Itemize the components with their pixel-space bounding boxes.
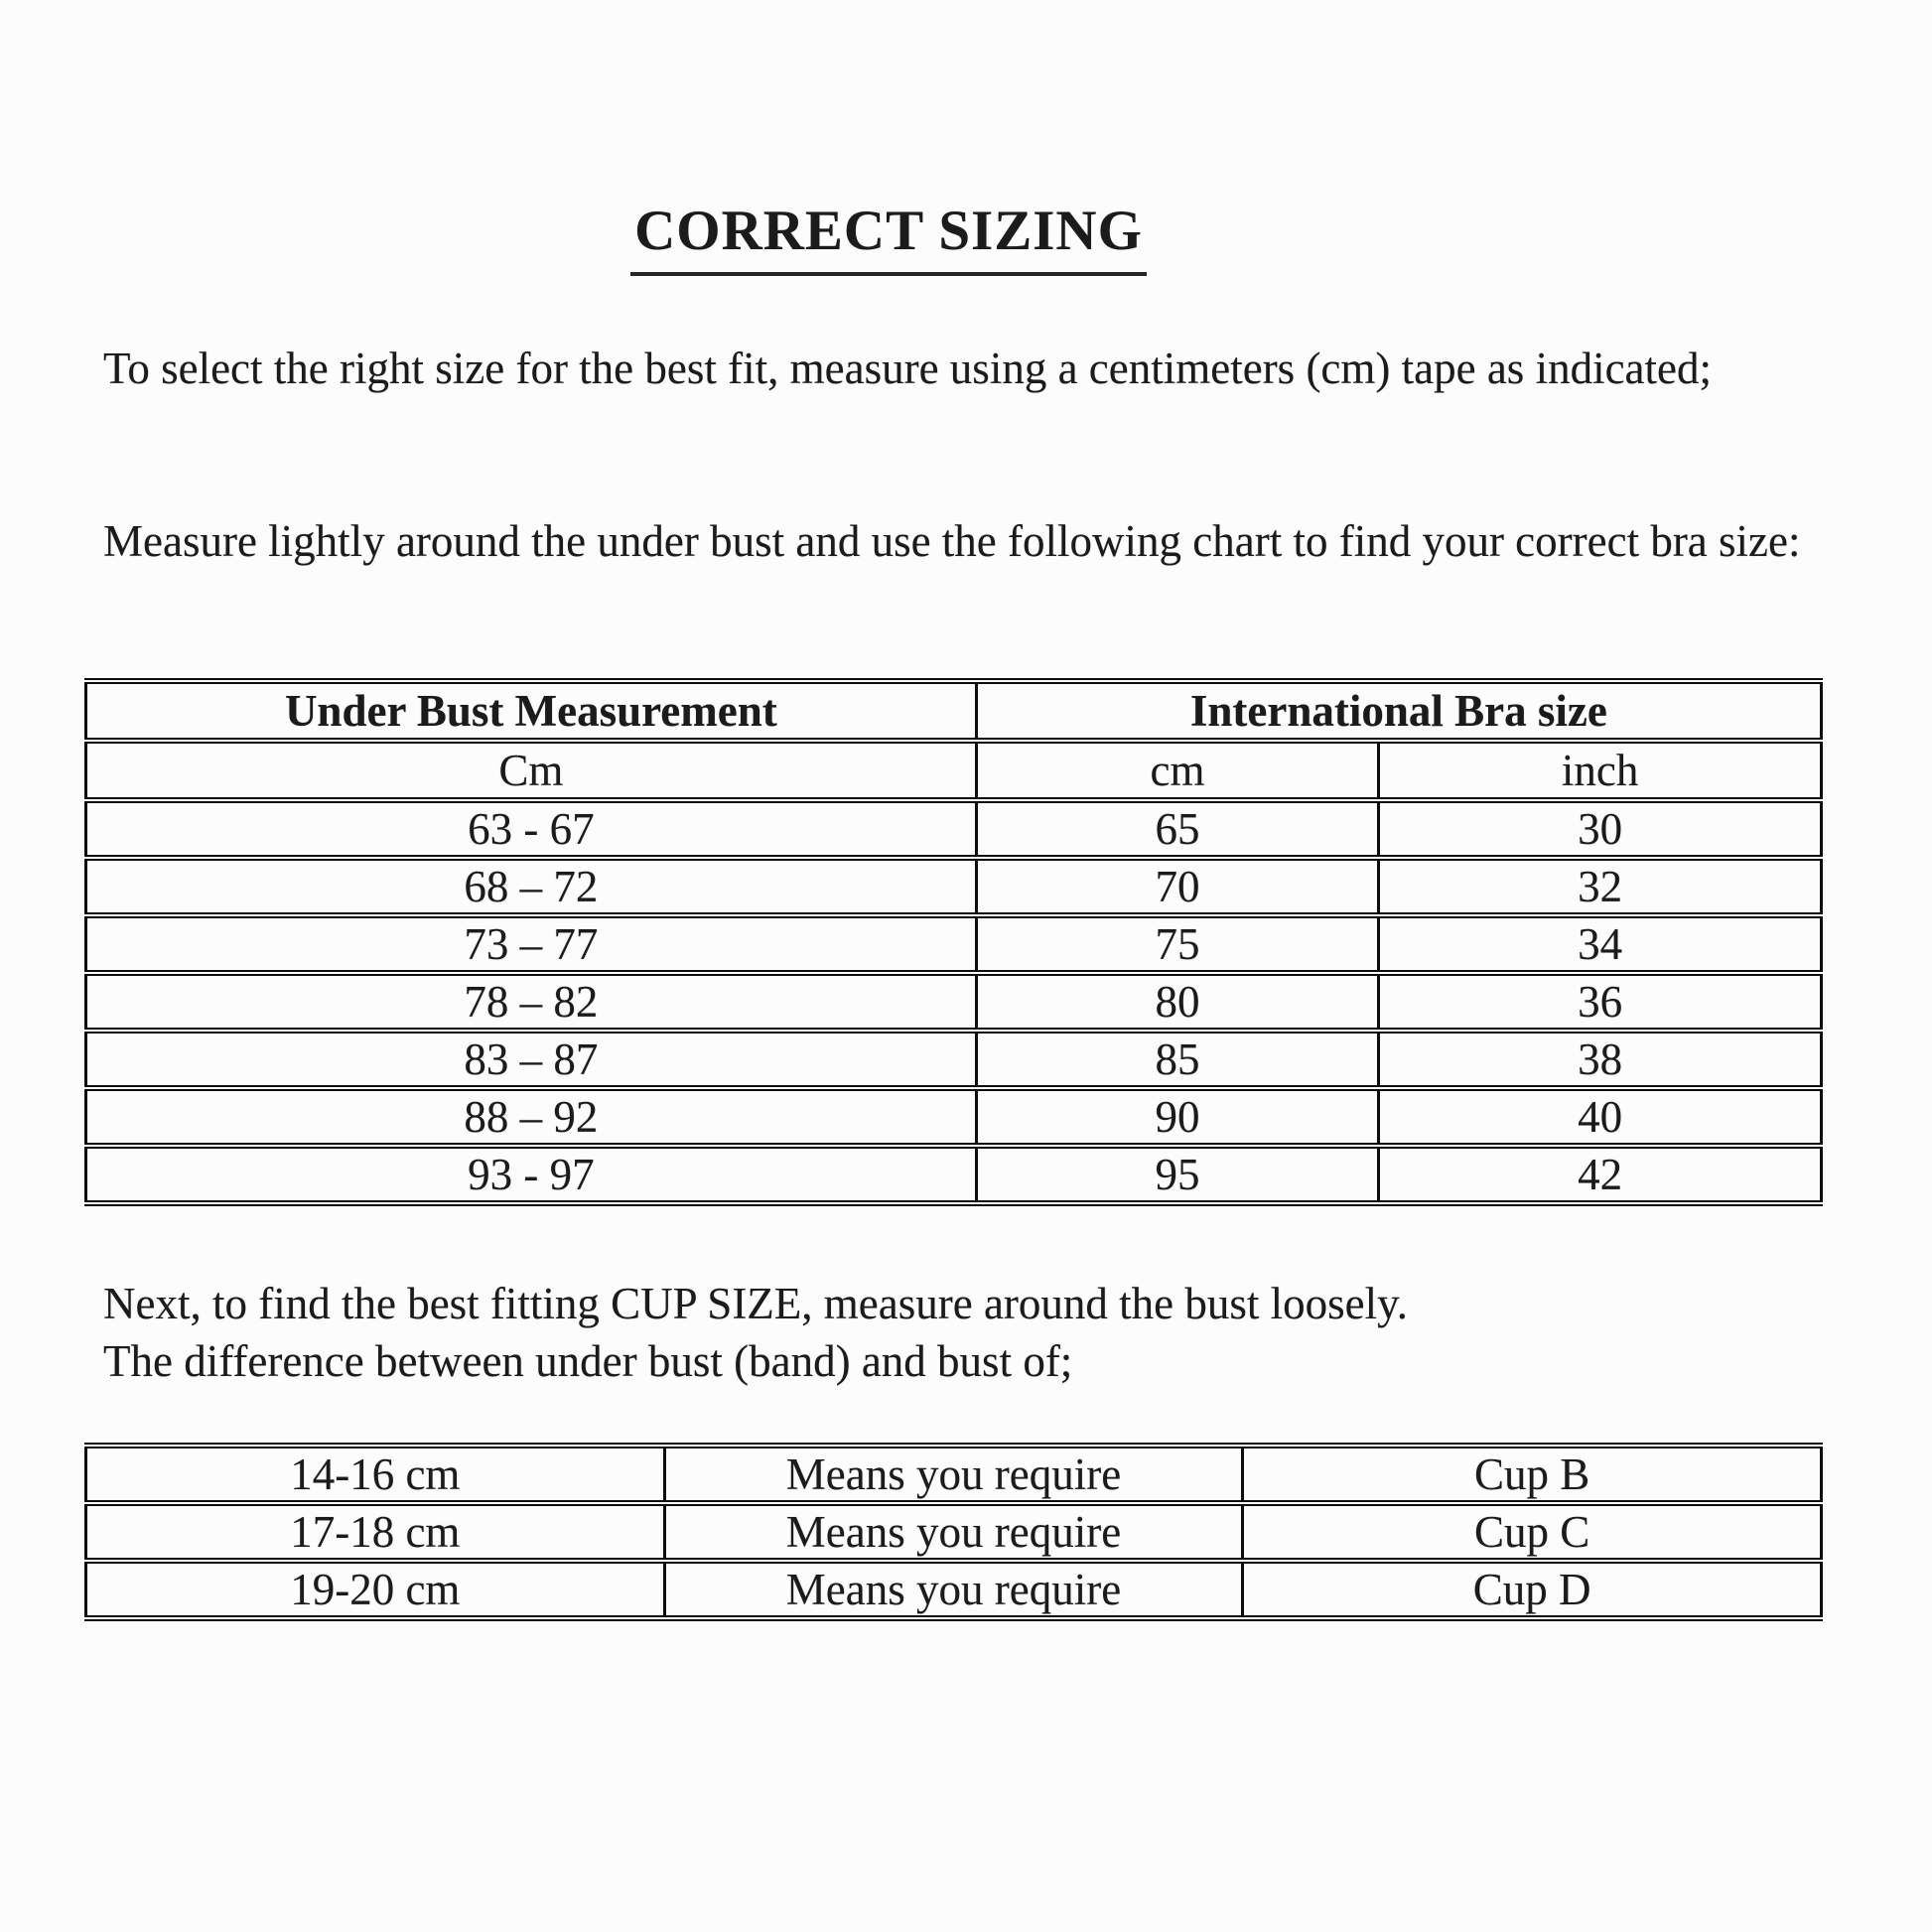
inch-cell: 42	[1379, 1146, 1822, 1203]
cm-cell: 65	[976, 800, 1379, 858]
size-table-row	[86, 1146, 1822, 1203]
size-table-row	[86, 973, 1822, 1031]
cup-size-paragraph-line1: Next, to find the best fitting CUP SIZE, measure around the bust loosely.	[103, 1279, 1408, 1328]
cm-cell: 70	[976, 858, 1379, 915]
size-table-row	[86, 1088, 1822, 1146]
under-bust-cell: 63 - 67	[86, 800, 977, 858]
size-table	[84, 678, 1823, 1206]
cup-cell: Cup B	[1243, 1446, 1822, 1503]
phrase-cell: Means you require	[664, 1561, 1243, 1618]
cup-cell: Cup D	[1243, 1561, 1822, 1618]
phrase-cell: Means you require	[664, 1503, 1243, 1561]
cm-unit-cell: cm	[976, 741, 1379, 800]
inch-cell: 38	[1379, 1031, 1822, 1088]
size-table-row	[86, 858, 1822, 915]
under-bust-cell: 78 – 82	[86, 973, 977, 1031]
under-bust-cell: 93 - 97	[86, 1146, 977, 1203]
size-table-subheader-row	[86, 741, 1822, 800]
cup-table-row	[86, 1446, 1822, 1503]
phrase-cell: Means you require	[664, 1446, 1243, 1503]
cm-cell: 90	[976, 1088, 1379, 1146]
cup-table	[84, 1443, 1823, 1621]
cm-cell: 85	[976, 1031, 1379, 1088]
page-title	[0, 199, 1777, 276]
difference-cell: 17-18 cm	[86, 1503, 665, 1561]
inch-cell: 30	[1379, 800, 1822, 858]
measure-paragraph: Measure lightly around the under bust and use the following chart to find your correct bra size:	[103, 516, 1801, 566]
difference-cell: 19-20 cm	[86, 1561, 665, 1618]
inch-unit-cell: inch	[1379, 741, 1822, 800]
cm-cell: 75	[976, 915, 1379, 973]
cup-cell: Cup C	[1243, 1503, 1822, 1561]
under-bust-header-cell: Under Bust Measurement	[86, 681, 977, 741]
under-bust-cell: 73 – 77	[86, 915, 977, 973]
under-bust-cell: 83 – 87	[86, 1031, 977, 1088]
size-table-row	[86, 1031, 1822, 1088]
under-bust-cell: 68 – 72	[86, 858, 977, 915]
cm-cell: 80	[976, 973, 1379, 1031]
under-bust-cell: 88 – 92	[86, 1088, 977, 1146]
cup-size-paragraph-line2: The difference between under bust (band) and bust of;	[103, 1336, 1073, 1386]
cm-cell: 95	[976, 1146, 1379, 1203]
size-table-row	[86, 915, 1822, 973]
cup-table-row	[86, 1561, 1822, 1618]
size-table-header-row	[86, 681, 1822, 741]
cup-table-row	[86, 1503, 1822, 1561]
intro-paragraph: To select the right size for the best fit, measure using a centimeters (cm) tape as indicated;	[103, 344, 1712, 393]
inch-cell: 34	[1379, 915, 1822, 973]
size-table-row	[86, 800, 1822, 858]
page-title-text: CORRECT SIZING	[630, 199, 1147, 276]
cup-size-paragraph	[103, 1275, 1803, 1390]
under-bust-unit-cell: Cm	[86, 741, 977, 800]
inch-cell: 40	[1379, 1088, 1822, 1146]
inch-cell: 36	[1379, 973, 1822, 1031]
international-bra-size-header-cell: International Bra size	[976, 681, 1821, 741]
difference-cell: 14-16 cm	[86, 1446, 665, 1503]
inch-cell: 32	[1379, 858, 1822, 915]
